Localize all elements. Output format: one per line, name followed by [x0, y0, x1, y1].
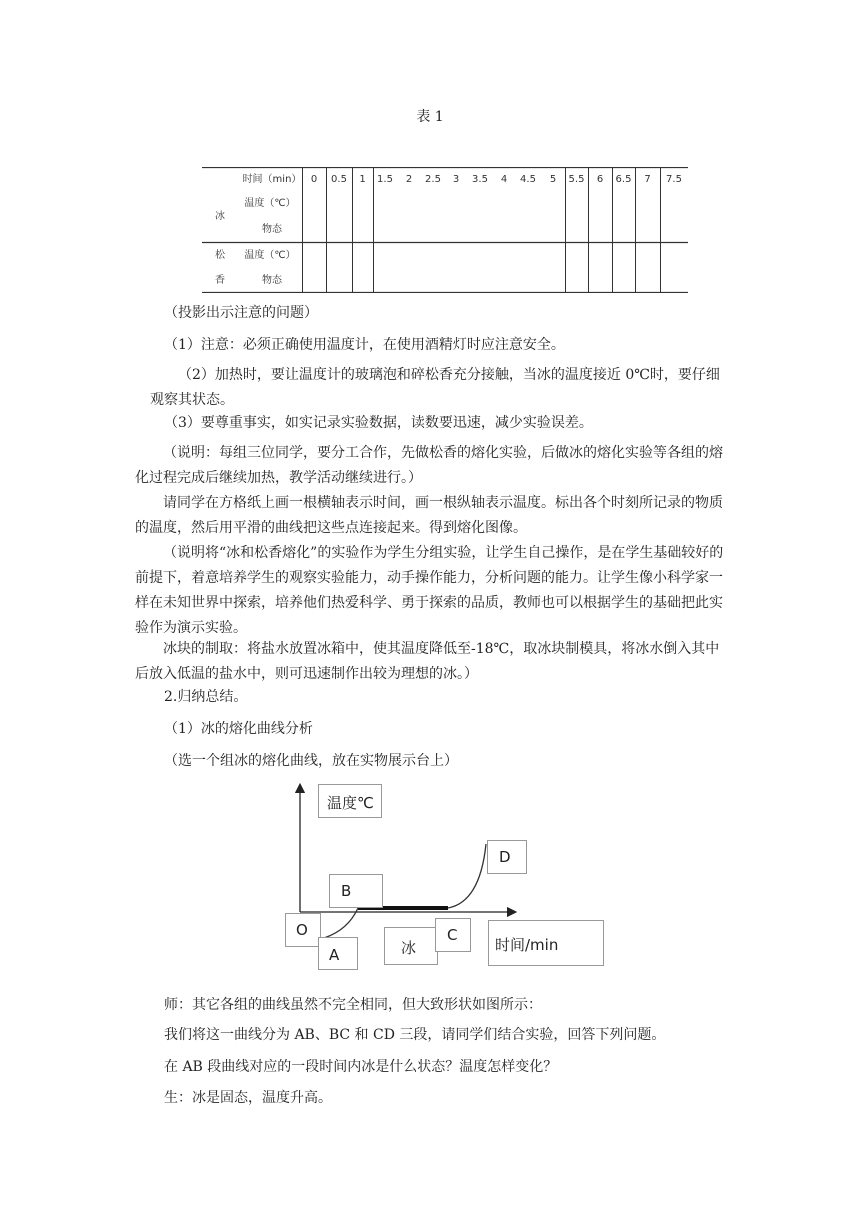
time-value-cell: 6.5 — [615, 174, 632, 185]
point-o-label: O — [285, 913, 321, 947]
paragraph-explanation: （说明：每组三位同学，要分工合作，先做松香的熔化实验，后做冰的熔化实验等各组的熔化过程完成后继续加热，教学活动继续进行。） — [135, 445, 723, 486]
time-value-cell: 5 — [549, 174, 557, 185]
time-value-cell: 0 — [310, 174, 318, 185]
time-value-cell: 7.5 — [666, 174, 682, 185]
rosin-group-label-top: 松 — [215, 250, 225, 261]
time-value-cell: 2 — [405, 174, 413, 185]
time-value-cell: 1.5 — [377, 174, 393, 185]
ice-segment-label: 冰 — [384, 927, 438, 965]
y-axis-label: 温度℃ — [318, 784, 382, 818]
time-value-cell: 6 — [596, 174, 604, 185]
paragraph-question: 在 AB 段曲线对应的一段时间内冰是什么状态？温度怎样变化？ — [164, 1059, 558, 1075]
point-d-label: D — [487, 840, 527, 874]
time-value-cell: 0.5 — [331, 174, 347, 185]
point-a-label: A — [318, 937, 358, 970]
paragraph-segments: 我们将这一曲线分为 AB、BC 和 CD 三段，请同学们结合实验，回答下列问题。 — [164, 1027, 666, 1043]
rosin-state-label: 物态 — [262, 275, 282, 286]
section-summary-heading: 2.归纳总结。 — [164, 689, 248, 705]
time-row-label: 时间（min） — [242, 174, 302, 185]
point-c-label: C — [435, 918, 471, 952]
time-value-cell: 4.5 — [520, 174, 536, 185]
paragraph-select-curve: （选一个组冰的熔化曲线，放在实物展示台上） — [164, 753, 458, 769]
time-value-cell: 7 — [644, 174, 651, 185]
time-value-cell: 3 — [452, 174, 460, 185]
paragraph-note-1: （1）注意：必须正确使用温度计，在使用酒精灯时应注意安全。 — [164, 337, 565, 353]
rosin-temp-label: 温度（℃） — [244, 250, 296, 261]
paragraph-student-answer: 生：冰是固态，温度升高。 — [164, 1090, 332, 1106]
paragraph-teacher: 师：其它各组的曲线虽然不完全相同，但大致形状如图所示： — [164, 997, 542, 1013]
time-value-cell: 5.5 — [568, 174, 585, 185]
time-value-cell: 2.5 — [425, 174, 441, 185]
ice-state-label: 物态 — [262, 224, 282, 235]
ice-temp-label: 温度（℃） — [244, 198, 296, 209]
paragraph-ice-preparation: 冰块的制取：将盐水放置冰箱中，使其温度降低至-18℃，取冰块制模具，将冰水倒入其中后放入低温的盐水中，则可迅速制作出较为理想的冰。） — [135, 641, 720, 682]
time-value-cell: 1 — [359, 174, 366, 185]
x-axis-label: 时间/min — [488, 920, 604, 966]
paragraph-experiment-note: （说明将“冰和松香熔化”的实验作为学生分组实验，让学生自己操作，是在学生基础较好的前提下，着意培养学生的观察实验能力，动手操作能力，分析问题的能力。让学生像小科学家一样在未知世界中探索，培养他们热爱科学、勇于探索的品质，教师也可以根据学生的基础把此实验作为演示实验。 — [135, 545, 724, 636]
subsection-ice-curve: （1）冰的熔化曲线分析 — [164, 721, 313, 737]
paragraph-note-3: （3）要尊重事实，如实记录实验数据，读数要迅速，减少实验误差。 — [164, 415, 593, 431]
point-b-label: B — [329, 874, 383, 908]
paragraph-projection: （投影出示注意的问题） — [164, 305, 318, 321]
time-value-cell: 4 — [500, 174, 508, 185]
data-table — [202, 167, 688, 293]
paragraph-graph-instruction: 请同学在方格纸上画一根横轴表示时间，画一根纵轴表示温度。标出各个时刻所记录的物质的温度，然后用平滑的曲线把这些点连接起来。得到熔化图像。 — [135, 495, 723, 536]
paragraph-note-2: （2）加热时，要让温度计的玻璃泡和碎松香充分接触，当冰的温度接近 0℃时，要仔细观察其状态。 — [150, 367, 720, 408]
table-caption: 表 1 — [416, 109, 444, 125]
rosin-group-label-bottom: 香 — [215, 275, 225, 286]
ice-group-label: 冰 — [215, 211, 225, 222]
melting-curve-diagram — [280, 780, 610, 970]
time-value-cell: 3.5 — [472, 174, 488, 185]
